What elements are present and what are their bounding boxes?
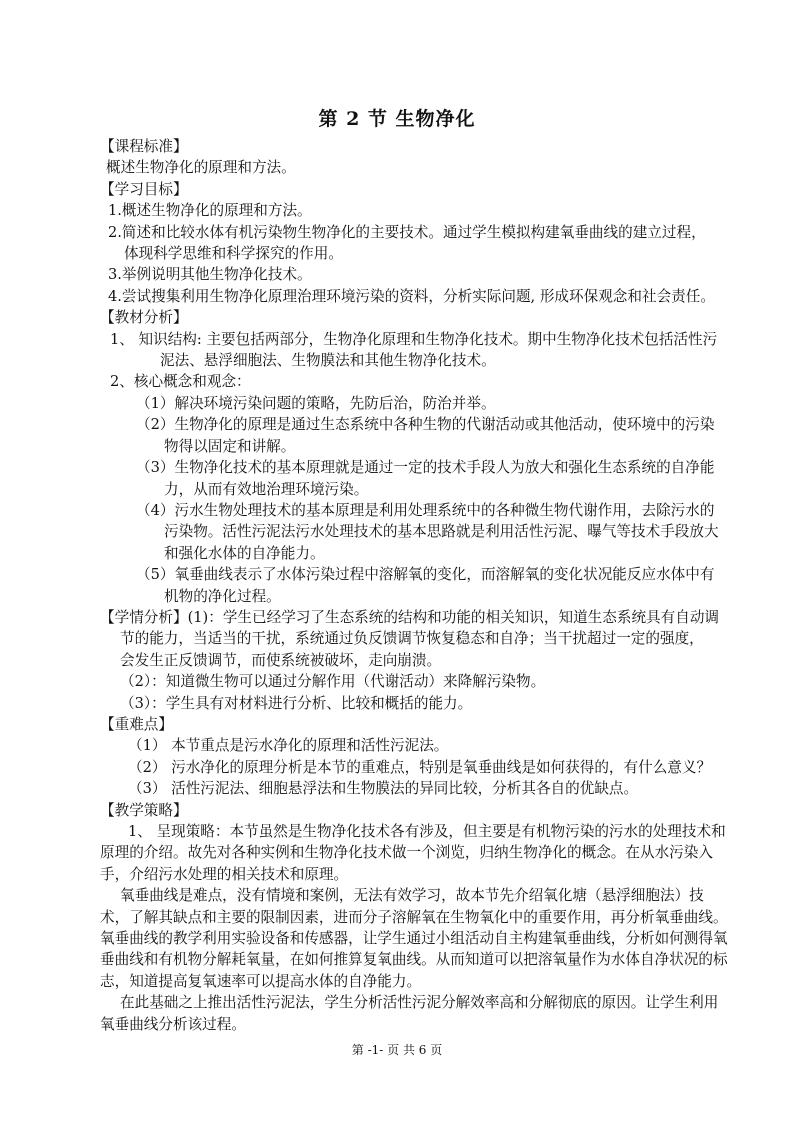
- text-line: （2）生物净化的原理是通过生态系统中各种生物的代谢活动或其他活动，使环境中的污染: [136, 416, 715, 434]
- section-heading: 【学情分析】(1)：学生已经学习了生态系统的结构和功能的相关知识，知道生态系统具有自动调: [100, 608, 720, 626]
- text-line: （2） 污水净化的原理分析是本节的重难点，特别是氧垂曲线是如何获得的，有什么意义？: [128, 758, 712, 776]
- text-line: 节的能力，当适当的干扰，系统通过负反馈调节恢复稳态和自净；当干扰超过一定的强度，: [120, 630, 704, 648]
- text-line: 1、 知识结构: 主要包括两部分，生物净化原理和生物净化技术。期中生物净化技术包括活性污: [110, 330, 718, 348]
- text-line: （5）氧垂曲线表示了水体污染过程中溶解氧的变化，而溶解氧的变化状况能反应水体中有: [136, 566, 715, 584]
- text-line: 术，了解其缺点和主要的限制因素，进而分子溶解氧在生物氧化中的重要作用，再分析氧垂曲线。: [100, 908, 728, 926]
- text-line: 原理的介绍。故先对各种实例和生物净化技术做一个浏览，归纳生物净化的概念。在从水污染入: [100, 844, 713, 862]
- text-line: 泥法、悬浮细胞法、生物膜法和其他生物净化技术。: [160, 352, 496, 370]
- text-line: 机物的净化过程。: [164, 587, 281, 605]
- text-line: （1）解决环境污染问题的策略，先防后治，防治并举。: [136, 394, 496, 412]
- text-line: （3） 活性污泥法、细胞悬浮法和生物膜法的异同比较，分析其各自的优缺点。: [128, 780, 639, 798]
- text-line: 在此基础之上推出活性污泥法，学生分析活性污泥分解效率高和分解彻底的原因。让学生利用: [120, 994, 719, 1012]
- page-title: 第 2 节 生物净化: [318, 108, 476, 130]
- text-line: （2）：知道微生物可以通过分解作用（代谢活动）来降解污染物。: [120, 673, 546, 691]
- section-heading: 【教材分析】: [100, 309, 188, 327]
- text-line: 概述生物净化的原理和方法。: [106, 159, 296, 177]
- text-line: 氧垂曲线是难点，没有情境和案例，无法有效学习，故本节先介绍氧化塘（悬浮细胞法）技: [120, 887, 704, 905]
- section-heading: 【重难点】: [100, 715, 173, 733]
- text-line: 垂曲线和有机物分解耗氧量，在如何推算复氧曲线。从而知道可以把溶氧量作为水体自净状况的标: [100, 951, 728, 969]
- text-line: 物得以固定和讲解。: [164, 437, 296, 455]
- section-heading: 【课程标准】: [100, 138, 188, 155]
- page-footer: 第 -1- 页 共 6 页: [351, 1043, 443, 1057]
- text-line: 会发生正反馈调节，而使系统被破坏，走向崩溃。: [120, 651, 442, 669]
- text-line: 1、 呈现策略：本节虽然是生物净化技术各有涉及，但主要是有机物污染的污水的处理技术和: [128, 823, 726, 840]
- text-line: 和强化水体的自净能力。: [164, 544, 325, 562]
- text-line: （1） 本节重点是污水净化的原理和活性污泥法。: [128, 737, 449, 755]
- text-line: 手，介绍污水处理的相关技术和原理。: [100, 865, 349, 883]
- text-line: 1.概述生物净化的原理和方法。: [108, 202, 312, 220]
- text-line: （3）：学生具有对材料进行分析、比较和概括的能力。: [120, 694, 473, 712]
- text-line: 志，知道提高复氧速率可以提高水体的自净能力。: [100, 972, 422, 990]
- section-heading: 【学习目标】: [100, 180, 188, 198]
- text-line: 体现科学思维和科学探究的作用。: [124, 245, 343, 263]
- document-body: [100, 136, 728, 1035]
- text-line: 2、核心概念和观念：: [110, 373, 251, 391]
- text-line: 力，从而有效地治理环境污染。: [164, 480, 369, 498]
- text-line: （3）生物净化技术的基本原理就是通过一定的技术手段人为放大和强化生态系统的自净能: [136, 459, 715, 477]
- text-line: （4）污水生物处理技术的基本原理是利用处理系统中的各种微生物代谢作用，去除污水的: [136, 501, 715, 519]
- text-line: 污染物。活性污泥法污水处理技术的基本思路就是利用活性污泥、曝气等技术手段放大: [164, 523, 719, 541]
- text-line: 氧垂曲线的教学利用实验设备和传感器，让学生通过小组活动自主构建氧垂曲线，分析如何测得氧: [100, 930, 728, 948]
- text-line: 氧垂曲线分析该过程。: [100, 1015, 246, 1033]
- section-heading: 【教学策略】: [100, 801, 188, 819]
- text-line: 3.举例说明其他生物净化技术。: [108, 266, 312, 284]
- text-line: 2.简述和比较水体有机污染物生物净化的主要技术。通过学生模拟构建氧垂曲线的建立过程，: [108, 223, 706, 241]
- text-line: 4.尝试搜集利用生物净化原理治理环境污染的资料，分析实际问题, 形成环保观念和社会责任。: [108, 287, 715, 305]
